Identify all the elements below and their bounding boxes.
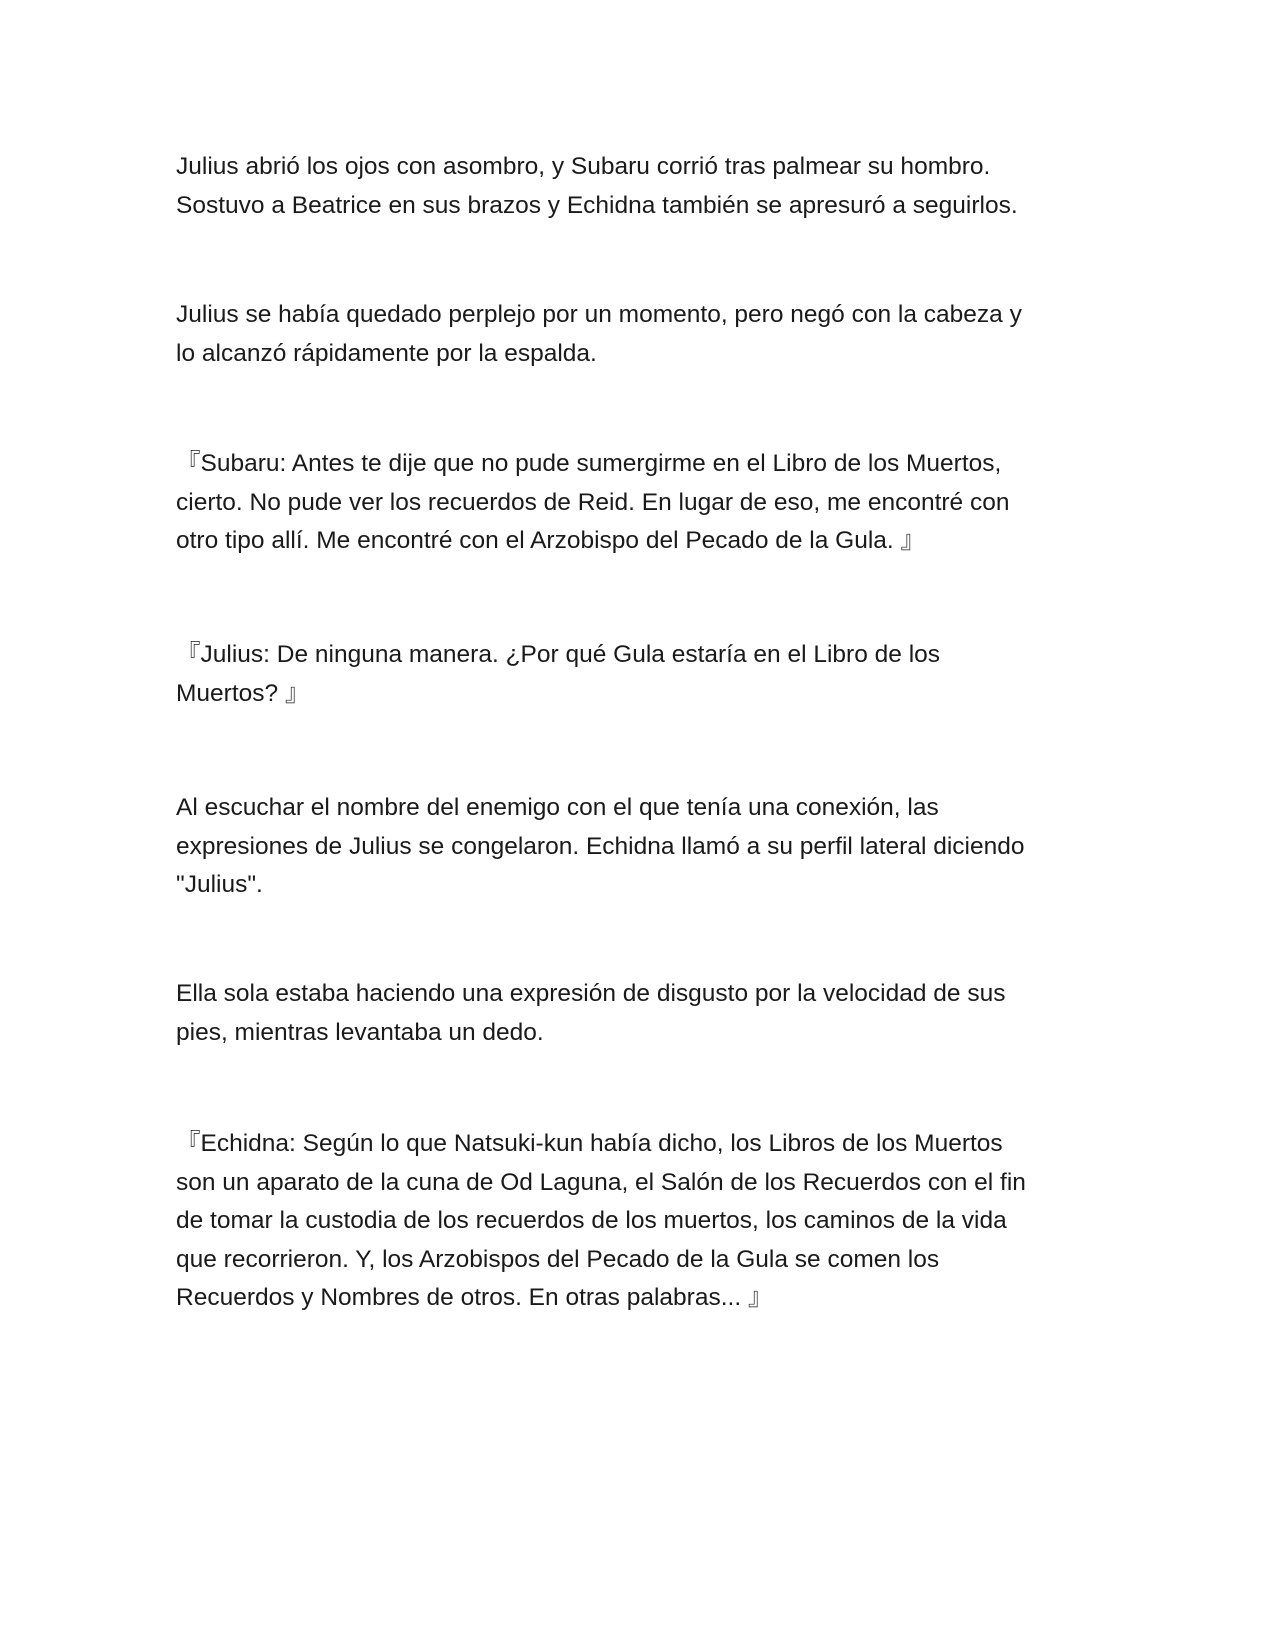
paragraph-dialogue-echidna: 『Echidna: Según lo que Natsuki-kun había dicho, los Libros de los Muertos son un aparato de la cuna de Od Laguna, el Salón de los Recuerdos con el fin de tomar la custodia de los recuerdos de los muertos, los caminos de la vida que recorrieron. Y, los Arzobispos del Pecado de la Gula se comen los Recuerdos y Nombres de otros. En otras palabras... 』 — [176, 1130, 1026, 1311]
paragraph-narration-4: Ella sola estaba haciendo una expresión de disgusto por la velocidad de sus pies, mientras levantaba un dedo. — [176, 980, 1006, 1046]
paragraph-narration-2: Julius se había quedado perplejo por un momento, pero negó con la cabeza y lo alcanzó rápidamente por la espalda. — [176, 301, 1022, 367]
paragraph-dialogue-julius: 『Julius: De ninguna manera. ¿Por qué Gula estaría en el Libro de los Muertos? 』 — [176, 641, 941, 707]
paragraph-dialogue-subaru: 『Subaru: Antes te dije que no pude sumergirme en el Libro de los Muertos, cierto. No pude ver los recuerdos de Reid. En lugar de eso, me encontré con otro tipo allí. Me encontré con el Arzobispo del Pecado de la Gula. 』 — [176, 450, 1010, 554]
paragraph-narration-1: Julius abrió los ojos con asombro, y Subaru corrió tras palmear su hombro. Sostuvo a Beatrice en sus brazos y Echidna también se apresuró a seguirlos. — [176, 153, 1018, 219]
paragraph-narration-3: Al escuchar el nombre del enemigo con el que tenía una conexión, las expresiones de Julius se congelaron. Echidna llamó a su perfil lateral diciendo "Julius". — [176, 794, 1025, 898]
